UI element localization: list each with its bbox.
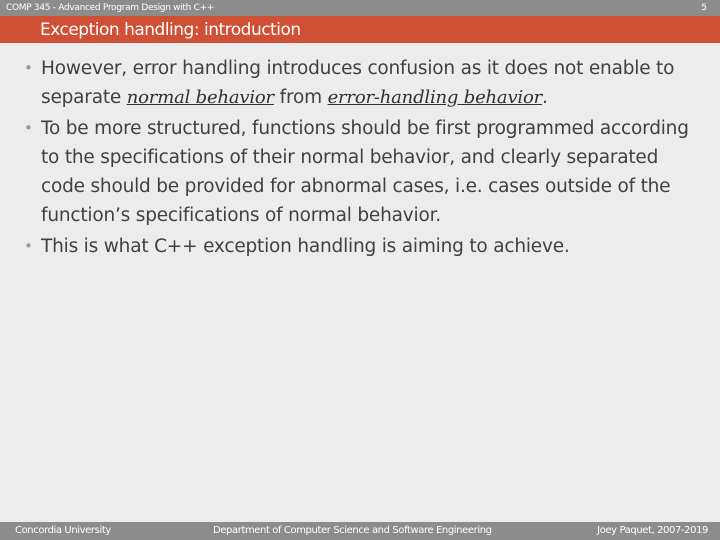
slide-title: Exception handling: introduction [40,20,301,40]
slide-content [24,54,704,263]
footer-university: Concordia University [15,525,111,536]
footer-author: Joey Paquet, 2007-2019 [597,525,708,536]
title-bar [0,16,720,43]
bullet-text: To be more structured, functions should be first programmed according to the specifications of their normal behavior, and clearly separated code should be provided for abnormal cases, i.e. cases outside of the function’s specifications of normal behavior. [41,118,689,226]
bullet-marker: • [24,59,33,77]
bullet-item [24,114,704,230]
emphasized-term: error-handling behavior [327,87,543,108]
bullet-marker: • [24,237,33,255]
header-bar [0,0,720,16]
bullet-item [24,232,704,261]
bullet-text: This is what C++ exception handling is aiming to achieve. [41,236,570,257]
bullet-text: However, error handling introduces confusion as it does not enable to separate [41,58,675,108]
footer-department: Department of Computer Science and Software Engineering [213,525,492,536]
bullet-marker: • [24,119,33,137]
course-title: COMP 345 - Advanced Program Design with C++ [6,3,215,13]
bullet-item [24,54,704,112]
emphasized-term: normal behavior [126,87,274,108]
bullet-text: from [273,87,328,108]
bullet-text: . [542,87,548,108]
footer-bar [0,522,720,540]
page-number: 5 [701,3,707,13]
